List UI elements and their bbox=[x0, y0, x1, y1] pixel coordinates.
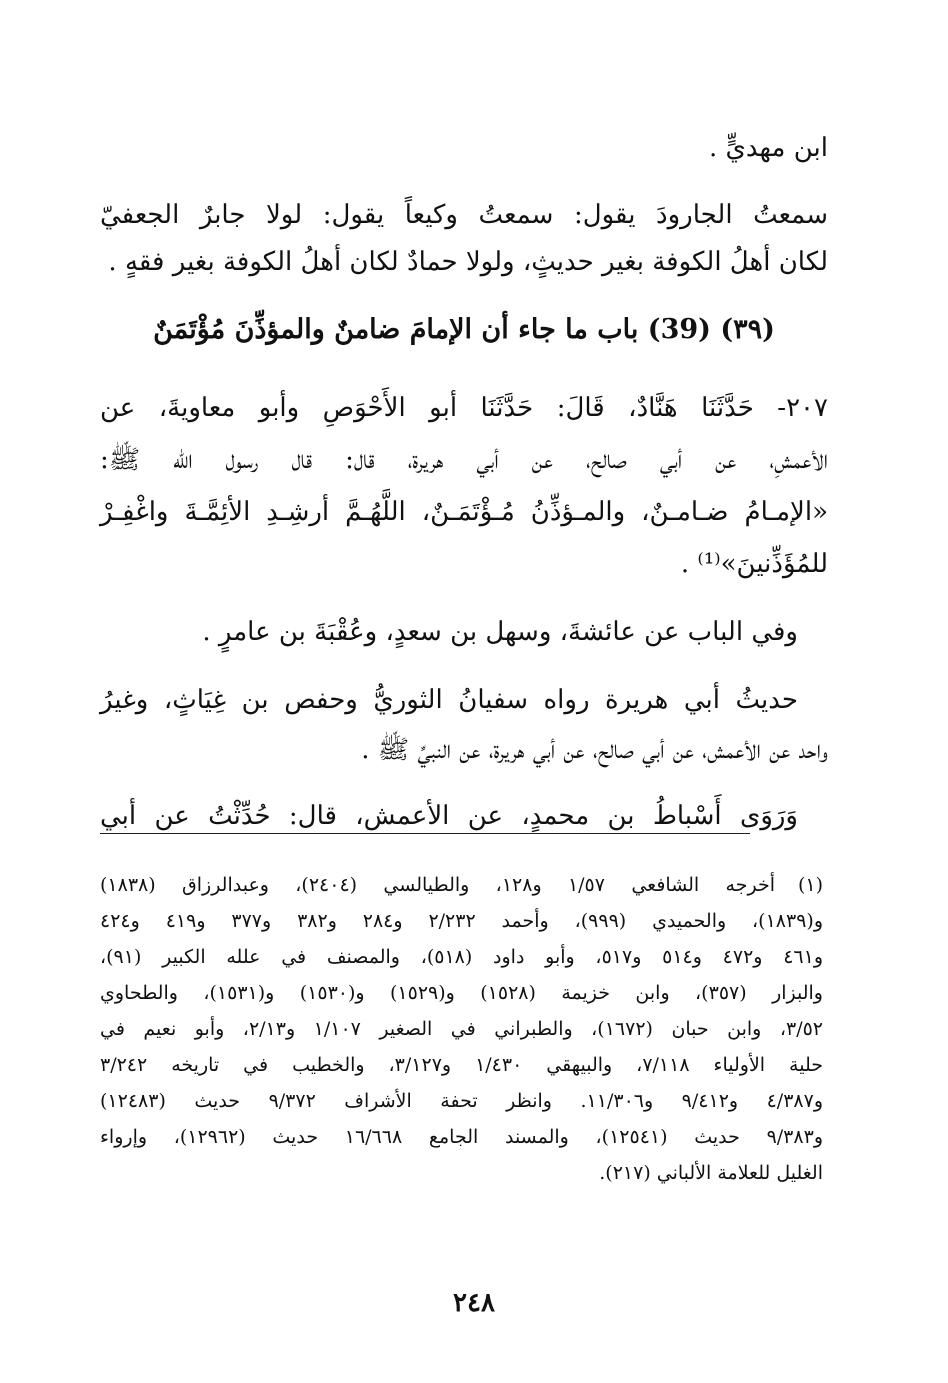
footnote-line: حلية الأولياء ٧/١١٨، والبيهقي ١/٤٣٠ و٣/١٢٧، والخطيب في تاريخه ٣/٢٤٢ bbox=[100, 1054, 823, 1076]
paragraph-line: لكان أهلُ الكوفة بغير حديثٍ، ولولا حمادٌ لكان أهلُ الكوفة بغير فقهٍ . bbox=[108, 247, 828, 277]
page-number: ٢٤٨ bbox=[453, 1288, 495, 1318]
footnote-line: و٤/٣٨٧ و٩/٤١٢ و١١/٣٠٦. وانظر تحفة الأشراف ٩/٣٧٢ حديث (١٢٤٨٣) bbox=[100, 1090, 824, 1112]
footnote-divider bbox=[100, 833, 750, 834]
hadith-line: ٢٠٧- حَدَّثَنَا هَنَّادٌ، قَالَ: حَدَّثَنَا أبو الأَحْوَصِ وأبو معاويةَ، عن bbox=[100, 393, 828, 423]
bab-line: وفي الباب عن عائشةَ، وسهل بن سعدٍ، وعُقْبَةَ بن عامرٍ . bbox=[202, 617, 798, 647]
hadith-line: «الإمـامُ ضـامـنٌ، والمـؤذِّنُ مُـؤْتَمَـنٌ، اللَّهُـمَّ أرشِـدِ الأئِمَّـةَ واغْفِـرْ bbox=[100, 497, 828, 527]
note-line: واحد عن الأعمش، عن أبي صالح، عن أبي هريرة، عن النبيِّ ﷺ . bbox=[361, 735, 828, 765]
footnote-number: (١) bbox=[797, 874, 823, 896]
footnote-line: أخرجه الشافعي ١/٥٧ و١٢٨، والطيالسي (٢٤٠٤)، وعبدالرزاق (١٨٣٨) bbox=[100, 874, 775, 896]
chapter-heading: (٣٩) (39) باب ما جاء أن الإمامَ ضامنٌ والمؤذِّنَ مُؤْتَمَنٌ bbox=[153, 314, 775, 345]
footnote-line: ٣/٥٢، وابن حبان (١٦٧٢)، والطبراني في الصغير ١/١٠٧ و٢/١٣، وأبو نعيم في bbox=[100, 1018, 824, 1040]
footnote-line: و٤٦١ و٤٧٢ و٥١٤ و٥١٧، وأبو داود (٥١٨)، والمصنف في علله الكبير (٩١)، bbox=[100, 946, 824, 968]
hadith-line: الأعمشِ، عن أبي صالح، عن أبي هريرة، قال: قال رسول الله ﷺ: bbox=[100, 445, 828, 475]
intro-line: ابن مهديٍّ . bbox=[709, 133, 828, 163]
footnote-line: و٩/٣٨٣ حديث (١٢٥٤١)، والمسند الجامع ١٦/٦٦٨ حديث (١٢٩٦٢)، وإرواء bbox=[100, 1126, 823, 1148]
note-line: حديثُ أبي هريرة رواه سفيانُ الثوريُّ وحفص بن غِيَاثٍ، وغيرُ bbox=[100, 685, 798, 715]
continuation-line: وَرَوَى أَسْباطُ بن محمدٍ، عن الأعمش، قال: حُدِّثْتُ عن أبي bbox=[100, 801, 798, 831]
footnote-first-line bbox=[100, 870, 823, 900]
hadith-line: للمُؤَذِّنينَ»⁽¹⁾ . bbox=[680, 549, 828, 579]
paragraph-line: سمعتُ الجارودَ يقول: سمعتُ وكيعاً يقول: لولا جابرٌ الجعفيّ bbox=[100, 200, 828, 230]
footnote-line: و(١٨٣٩)، والحميدي (٩٩٩)، وأحمد ٢/٢٣٢ و٢٨٤ و٣٨٢ و٣٧٧ و٤١٩ و٤٢٤ bbox=[100, 910, 824, 932]
footnote-line: والبزار (٣٥٧)، وابن خزيمة (١٥٢٨) و(١٥٢٩) و(١٥٣٠) و(١٥٣١)، والطحاوي bbox=[100, 982, 823, 1004]
footnote-line: الغليل للعلامة الألباني (٢١٧). bbox=[599, 1162, 823, 1184]
